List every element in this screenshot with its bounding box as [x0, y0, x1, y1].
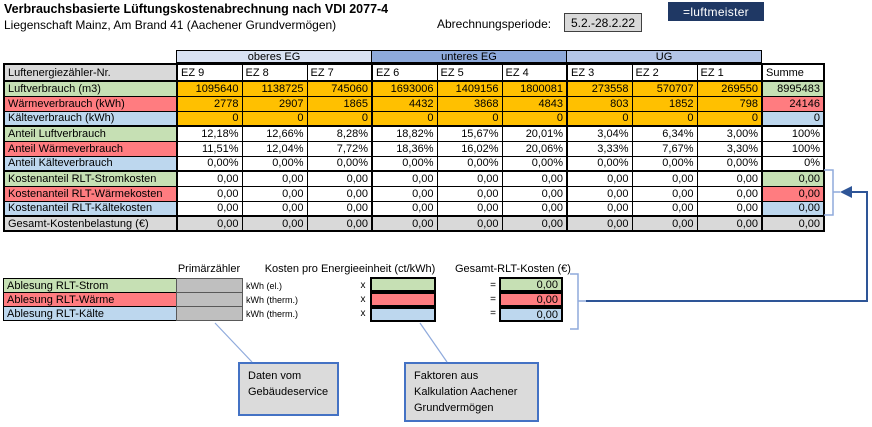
total-cost-cell-strom: 0,00	[499, 277, 563, 292]
unit-cost-cell-waerme[interactable]	[370, 292, 436, 307]
value-cell[interactable]: 0,00	[242, 171, 307, 186]
value-cell[interactable]: 18,82%	[372, 126, 437, 141]
row-label: Anteil Wärmeverbrauch	[4, 141, 177, 156]
value-cell[interactable]: 1852	[632, 96, 697, 111]
value-cell[interactable]: 0,00	[697, 201, 762, 216]
value-cell[interactable]: 0,00	[502, 201, 567, 216]
value-cell[interactable]: 12,04%	[242, 141, 307, 156]
value-cell[interactable]: 4843	[502, 96, 567, 111]
main-table-body	[4, 64, 824, 231]
column-header-cell[interactable]: EZ 5	[437, 64, 502, 81]
value-cell[interactable]: 3,30%	[697, 141, 762, 156]
value-cell[interactable]: 0%	[762, 156, 824, 171]
value-cell[interactable]: 1095640	[177, 81, 242, 96]
primary-meter-cell-waerme[interactable]	[176, 292, 243, 307]
value-cell[interactable]: 0,00	[502, 216, 567, 231]
column-header-cell[interactable]: Summe	[762, 64, 824, 81]
value-cell[interactable]: 745060	[307, 81, 372, 96]
column-header-cell[interactable]: EZ 3	[567, 64, 632, 81]
value-cell[interactable]: 269550	[697, 81, 762, 96]
value-cell[interactable]: 0	[567, 111, 632, 126]
value-cell[interactable]: 1409156	[437, 81, 502, 96]
value-cell[interactable]: 0,00%	[697, 156, 762, 171]
value-cell[interactable]: 0,00	[437, 186, 502, 201]
value-cell[interactable]: 0,00	[502, 186, 567, 201]
value-cell[interactable]: 7,67%	[632, 141, 697, 156]
value-cell[interactable]: 0,00%	[372, 156, 437, 171]
value-cell[interactable]: 0,00	[307, 186, 372, 201]
value-cell[interactable]: 0,00	[632, 201, 697, 216]
main-table	[3, 63, 825, 232]
value-cell[interactable]: 100%	[762, 126, 824, 141]
callout-line-gebaeudeservice	[215, 323, 252, 362]
value-cell[interactable]: 7,72%	[307, 141, 372, 156]
value-cell[interactable]: 0,00%	[502, 156, 567, 171]
value-cell[interactable]: 0,00	[567, 201, 632, 216]
column-header-cell[interactable]: EZ 7	[307, 64, 372, 81]
value-cell[interactable]: 570707	[632, 81, 697, 96]
primary-meter-header: Primärzähler	[177, 263, 241, 275]
value-cell[interactable]: 8995483	[762, 81, 824, 96]
reading-label-waerme: Ablesung RLT-Wärme	[3, 292, 177, 307]
total-cost-cell-waerme: 0,00	[499, 292, 563, 307]
value-cell[interactable]: 0,00	[437, 171, 502, 186]
value-cell[interactable]: 11,51%	[177, 141, 242, 156]
value-cell[interactable]: 0,00	[697, 186, 762, 201]
page-title: Verbrauchsbasierte Lüftungskostenabrechnung nach VDI 2077-4	[4, 2, 389, 16]
equals-sign: =	[490, 280, 496, 291]
column-header-cell[interactable]: EZ 8	[242, 64, 307, 81]
callout-line-kalkulation	[420, 323, 447, 362]
billing-period-input[interactable]: 5.2.-28.2.22	[564, 13, 642, 32]
row-label: Kälteverbrauch (kWh)	[4, 111, 177, 126]
value-cell[interactable]: 4432	[372, 96, 437, 111]
value-cell[interactable]: 0,00%	[437, 156, 502, 171]
value-cell[interactable]: 0,00	[502, 171, 567, 186]
value-cell[interactable]: 0,00	[307, 216, 372, 231]
row-label: Luftenergiezähler-Nr.	[4, 64, 177, 81]
equals-sign: =	[490, 294, 496, 305]
band-unteres-eg: unteres EG	[371, 50, 567, 63]
band-ug: UG	[566, 50, 762, 63]
value-cell[interactable]: 0,00%	[567, 156, 632, 171]
value-cell[interactable]: 273558	[567, 81, 632, 96]
value-cell[interactable]: 0,00	[242, 216, 307, 231]
multiply-sign: x	[360, 280, 366, 291]
value-cell[interactable]: 0,00	[762, 186, 824, 201]
value-cell[interactable]: 0	[762, 111, 824, 126]
value-cell[interactable]: 12,66%	[242, 126, 307, 141]
value-cell[interactable]: 0,00	[372, 186, 437, 201]
value-cell[interactable]: 0	[177, 111, 242, 126]
value-cell[interactable]: 100%	[762, 141, 824, 156]
value-cell[interactable]: 0,00	[372, 171, 437, 186]
unit-label-strom: kWh (el.)	[246, 280, 282, 291]
row-label: Kostenanteil RLT-Kältekosten	[4, 201, 177, 216]
value-cell[interactable]: 0,00	[632, 171, 697, 186]
value-cell[interactable]: 0,00	[567, 216, 632, 231]
value-cell[interactable]: 1138725	[242, 81, 307, 96]
value-cell[interactable]: 0	[307, 111, 372, 126]
unit-cost-cell-strom[interactable]	[370, 277, 436, 292]
row-label: Wärmeverbrauch (kWh)	[4, 96, 177, 111]
value-cell[interactable]: 3,33%	[567, 141, 632, 156]
value-cell[interactable]: 0,00	[762, 201, 824, 216]
value-cell[interactable]: 24146	[762, 96, 824, 111]
value-cell[interactable]: 1865	[307, 96, 372, 111]
value-cell[interactable]: 0,00	[372, 216, 437, 231]
column-header-cell[interactable]: EZ 2	[632, 64, 697, 81]
value-cell[interactable]: 16,02%	[437, 141, 502, 156]
value-cell[interactable]: 1693006	[372, 81, 437, 96]
value-cell[interactable]: 6,34%	[632, 126, 697, 141]
value-cell[interactable]: 0,00	[307, 171, 372, 186]
flow-arrowhead	[840, 186, 852, 198]
row-label: Anteil Luftverbrauch	[4, 126, 177, 141]
value-cell[interactable]: 2907	[242, 96, 307, 111]
column-header-cell[interactable]: EZ 1	[697, 64, 762, 81]
multiply-sign: x	[360, 308, 366, 319]
value-cell[interactable]: 0,00	[177, 201, 242, 216]
value-cell[interactable]: 15,67%	[437, 126, 502, 141]
value-cell[interactable]: 8,28%	[307, 126, 372, 141]
value-cell[interactable]: 0,00	[632, 186, 697, 201]
value-cell[interactable]: 0,00%	[307, 156, 372, 171]
row-label: Gesamt-Kostenbelastung (€)	[4, 216, 177, 231]
unit-label-kaelte: kWh (therm.)	[246, 308, 299, 319]
reading-label-strom: Ablesung RLT-Strom	[3, 278, 177, 293]
billing-period-label: Abrechnungsperiode:	[437, 17, 552, 31]
value-cell[interactable]: 0,00	[697, 216, 762, 231]
column-header-cell[interactable]: EZ 6	[372, 64, 437, 81]
row-label: Anteil Kälteverbrauch	[4, 156, 177, 171]
row-label: Kostenanteil RLT-Wärmekosten	[4, 186, 177, 201]
reading-label-kaelte: Ablesung RLT-Kälte	[3, 306, 177, 321]
callout-kalkulation: Faktoren aus Kalkulation Aachener Grundvermögen	[404, 362, 539, 422]
value-cell[interactable]: 0	[242, 111, 307, 126]
row-label: Kostenanteil RLT-Stromkosten	[4, 171, 177, 186]
value-cell[interactable]: 3868	[437, 96, 502, 111]
value-cell[interactable]: 803	[567, 96, 632, 111]
unit-cost-header: Kosten pro Energieeinheit (ct/kWh)	[264, 263, 436, 275]
value-cell[interactable]: 1800081	[502, 81, 567, 96]
value-cell[interactable]: 0,00%	[242, 156, 307, 171]
value-cell[interactable]: 0,00	[177, 171, 242, 186]
primary-meter-cell-kaelte[interactable]	[176, 306, 243, 321]
callout-gebaeudeservice: Daten vom Gebäudeservice	[238, 362, 339, 416]
value-cell[interactable]: 0,00	[177, 216, 242, 231]
value-cell[interactable]: 0,00	[242, 186, 307, 201]
value-cell[interactable]: 2778	[177, 96, 242, 111]
total-cost-header: Gesamt-RLT-Kosten (€)	[455, 263, 571, 275]
value-cell[interactable]: 3,04%	[567, 126, 632, 141]
bracket-upper	[824, 170, 840, 215]
value-cell[interactable]: 0,00	[177, 186, 242, 201]
equals-sign: =	[490, 308, 496, 319]
unit-cost-cell-kaelte[interactable]	[370, 307, 436, 322]
value-cell[interactable]: 798	[697, 96, 762, 111]
bracket-lower	[570, 274, 586, 329]
value-cell[interactable]: 0,00	[437, 216, 502, 231]
value-cell[interactable]: 0	[697, 111, 762, 126]
value-cell[interactable]: 0	[437, 111, 502, 126]
value-cell[interactable]: 18,36%	[372, 141, 437, 156]
value-cell[interactable]: 0	[372, 111, 437, 126]
row-label: Luftverbrauch (m3)	[4, 81, 177, 96]
value-cell[interactable]: 0,00%	[177, 156, 242, 171]
value-cell[interactable]: 0,00	[372, 201, 437, 216]
value-cell[interactable]: 12,18%	[177, 126, 242, 141]
value-cell[interactable]: 0,00	[762, 216, 824, 231]
value-cell[interactable]: 0,00	[307, 201, 372, 216]
page-subtitle: Liegenschaft Mainz, Am Brand 41 (Aachener Grundvermögen)	[4, 18, 337, 32]
multiply-sign: x	[360, 294, 366, 305]
value-cell[interactable]: 3,00%	[697, 126, 762, 141]
unit-label-waerme: kWh (therm.)	[246, 294, 299, 305]
value-cell[interactable]: 0,00	[242, 201, 307, 216]
total-cost-cell-kaelte: 0,00	[499, 307, 563, 322]
luftmeister-logo: =luftmeister	[668, 2, 764, 21]
value-cell[interactable]: 20,01%	[502, 126, 567, 141]
value-cell[interactable]: 0,00	[567, 186, 632, 201]
value-cell[interactable]: 0,00	[697, 171, 762, 186]
column-header-cell[interactable]: EZ 9	[177, 64, 242, 81]
value-cell[interactable]: 0	[632, 111, 697, 126]
value-cell[interactable]: 20,06%	[502, 141, 567, 156]
column-header-cell[interactable]: EZ 4	[502, 64, 567, 81]
band-oberes-eg: oberes EG	[176, 50, 372, 63]
value-cell[interactable]: 0,00	[567, 171, 632, 186]
value-cell[interactable]: 0,00	[437, 201, 502, 216]
value-cell[interactable]: 0,00	[762, 171, 824, 186]
value-cell[interactable]: 0,00	[632, 216, 697, 231]
primary-meter-cell-strom[interactable]	[176, 278, 243, 293]
value-cell[interactable]: 0	[502, 111, 567, 126]
value-cell[interactable]: 0,00%	[632, 156, 697, 171]
